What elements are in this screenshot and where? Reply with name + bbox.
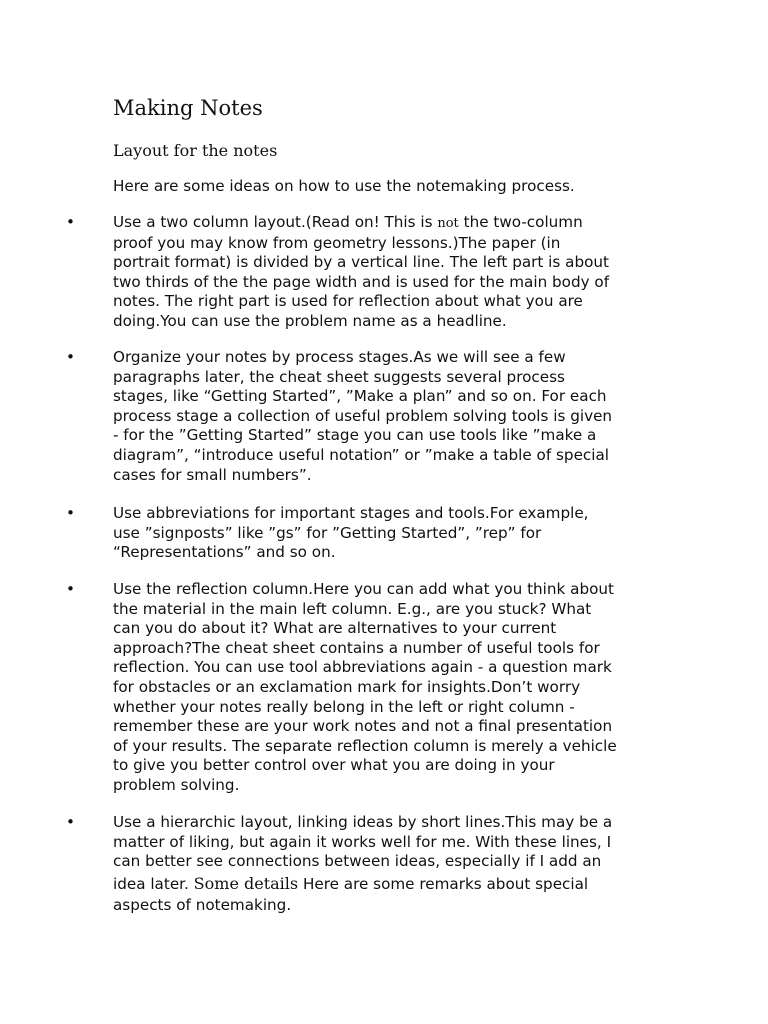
- text-line: “Representations” and so on.: [113, 543, 336, 562]
- text-line: matter of liking, but again it works well for me. With these lines, I: [113, 832, 612, 851]
- text-line: stages, like “Getting Started”, ”Make a plan” and so on. For each: [113, 387, 607, 406]
- bullet-text: [113, 348, 673, 485]
- text-line: can you do about it? What are alternatives to your current: [113, 619, 557, 638]
- text-line: Use a hierarchic layout, linking ideas by short lines.This may be a: [113, 813, 613, 831]
- emphasis-text: Some details: [193, 873, 299, 893]
- bullet-text: [113, 580, 673, 796]
- text-line: Use abbreviations for important stages and tools.For example,: [113, 504, 589, 522]
- text-line: proof you may know from geometry lessons.)The paper (in: [113, 233, 561, 252]
- text-run: Here are some remarks about special: [298, 874, 589, 893]
- text-line: [113, 872, 673, 896]
- text-line: - for the ”Getting Started” stage you can use tools like ”make a: [113, 426, 597, 445]
- text-run: Use a two column layout.(Read on! This is: [113, 213, 438, 231]
- bullet-icon: •: [66, 504, 75, 522]
- text-line: Organize your notes by process stages.As we will see a few: [113, 348, 566, 366]
- text-line: whether your notes really belong in the left or right column -: [113, 697, 575, 716]
- text-line: aspects of notemaking.: [113, 895, 292, 914]
- text-line: problem solving.: [113, 775, 240, 794]
- text-line: of your results. The separate reflection column is merely a vehicle: [113, 736, 617, 755]
- text-line: two thirds of the the page width and is used for the main body of: [113, 272, 610, 291]
- bullet-text: [113, 504, 673, 563]
- text-line: for obstacles or an exclamation mark for insights.Don’t worry: [113, 677, 581, 696]
- page-title: Making Notes: [113, 96, 263, 120]
- text-run: idea later.: [113, 874, 194, 893]
- emphasis-text: not: [437, 216, 459, 231]
- bullet-icon: •: [66, 813, 75, 831]
- text-line: paragraphs later, the cheat sheet suggests several process: [113, 367, 565, 386]
- text-line: reflection. You can use tool abbreviations again - a question mark: [113, 658, 612, 677]
- text-line: use ”signposts” like ”gs” for ”Getting Started”, ”rep” for: [113, 523, 542, 542]
- text-line: process stage a collection of useful problem solving tools is given: [113, 406, 613, 425]
- bullet-text: [113, 213, 673, 332]
- text-line: the material in the main left column. E.g., are you stuck? What: [113, 599, 592, 618]
- text-line: approach?The cheat sheet contains a number of useful tools for: [113, 638, 600, 657]
- bullet-icon: •: [66, 580, 75, 598]
- text-run: the two-column: [458, 213, 583, 231]
- text-line: can better see connections between ideas, especially if I add an: [113, 852, 602, 871]
- text-line: doing.You can use the problem name as a headline.: [113, 311, 507, 330]
- bullet-text: [113, 813, 673, 915]
- text-line: cases for small numbers”.: [113, 465, 312, 484]
- text-line: notes. The right part is used for reflection about what you are: [113, 292, 583, 311]
- intro-paragraph: Here are some ideas on how to use the notemaking process.: [113, 177, 575, 195]
- text-line: [113, 213, 673, 234]
- text-line: diagram”, “introduce useful notation” or ”make a table of special: [113, 445, 610, 464]
- bullet-icon: •: [66, 213, 75, 231]
- text-line: Use the reflection column.Here you can add what you think about: [113, 580, 614, 598]
- section-heading: Layout for the notes: [113, 141, 278, 160]
- text-line: to give you better control over what you are doing in your: [113, 756, 555, 775]
- text-line: portrait format) is divided by a vertical line. The left part is about: [113, 253, 609, 272]
- text-line: remember these are your work notes and not a final presentation: [113, 717, 613, 736]
- bullet-icon: •: [66, 348, 75, 366]
